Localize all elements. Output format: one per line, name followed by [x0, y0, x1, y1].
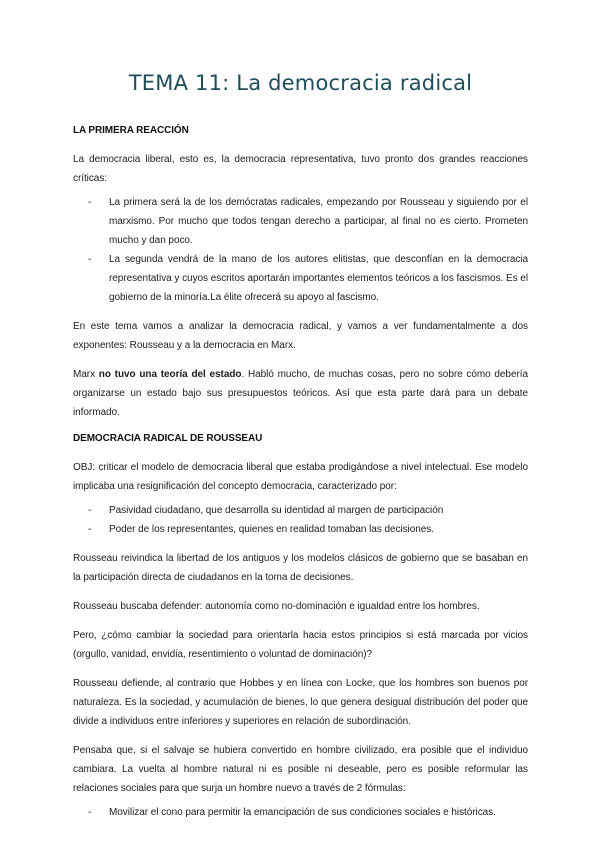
marx-bold-text: no tuvo una teoría del estado	[98, 369, 242, 380]
paragraph-marx	[73, 365, 528, 422]
list-item	[73, 501, 528, 520]
paragraph-theme: En este tema vamos a analizar la democracia radical, y vamos a ver fundamentalmente a dos exponentes: Rousseau y a la democracia en Marx.	[73, 321, 528, 351]
list-item	[73, 803, 528, 822]
dash-bullet: -	[88, 197, 92, 208]
paragraph-salvaje: Pensaba que, si el salvaje se hubiera convertido en hombre civilizado, era posible que el individuo cambiara. La vuelta al hombre natural ni es posible ni deseable, pero es posible reformular las relaciones sociales para que surja un hombre nuevo a través de 2 fórmulas:	[73, 745, 528, 794]
bullet-list-reacciones	[73, 193, 528, 307]
dash-bullet: -	[88, 505, 92, 516]
paragraph-vicios: Pero, ¿cómo cambiar la sociedad para orientarla hacia estos principios si está marcada por vicios (orgullo, vanidad, envidia, resentimiento o voluntad de dominación)?	[73, 630, 528, 660]
list-item	[73, 250, 528, 307]
list-item	[73, 193, 528, 250]
list-item-text: La segunda vendrá de la mano de los autores elitistas, que desconfían en la democracia representativa y cuyos escritos aportarán importantes elementos teóricos a los fascismos. Es el gobierno de la minoría.La élite ofrecerá su apoyo al fascismo.	[109, 254, 528, 303]
paragraph-autonomia: Rousseau buscaba defender: autonomía como no-dominación e igualdad entre los hombres.	[73, 601, 480, 612]
list-item-text: La primera será la de los demócratas radicales, empezando por Rousseau y siguiendo por el marxismo. Por mucho que todos tengan derecho a participar, al final no es cierto. Prometen mucho y dan poco.	[109, 197, 528, 246]
list-item-text: Poder de los representantes, quienes en realidad tomaban las decisiones.	[109, 524, 434, 535]
section-heading-rousseau: DEMOCRACIA RADICAL DE ROUSSEAU	[73, 433, 263, 444]
dash-bullet: -	[88, 254, 92, 265]
paragraph-obj: OBJ: criticar el modelo de democracia liberal que estaba prodigándose a nivel intelectual. Ese modelo implicaba una resignificación del concepto democracia, caracterizado por:	[73, 462, 528, 492]
section-heading-primera-reaccion: LA PRIMERA REACCIÓN	[73, 125, 189, 136]
dash-bullet: -	[88, 807, 92, 818]
list-item-text: Movilizar el cono para permitir la emancipación de sus condiciones sociales e históricas.	[109, 807, 496, 818]
list-item	[73, 520, 528, 539]
list-item-text: Pasividad ciudadano, que desarrolla su identidad al margen de participación	[109, 505, 444, 516]
dash-bullet: -	[88, 524, 92, 535]
paragraph-libertad: Rousseau reivindica la libertad de los antiguos y los modelos clásicos de gobierno que se basaban en la participación directa de ciudadanos en la toma de decisiones.	[73, 553, 528, 583]
marx-text-b: . Habló mucho, de muchas cosas, pero no sobre cómo debería organizarse un estado bajo sus presupuestos teóricos. Así que esta parte dará para un debate informado.	[73, 369, 528, 418]
bullet-list-formulas	[73, 803, 528, 822]
paragraph-intro: La democracia liberal, esto es, la democracia representativa, tuvo pronto dos grandes reacciones críticas:	[73, 154, 528, 184]
page-title: TEMA 11: La democracia radical	[128, 71, 473, 95]
paragraph-naturaleza: Rousseau defiende, al contrario que Hobbes y en línea con Locke, que los hombres son buenos por naturaleza. Es la sociedad, y acumulación de bienes, lo que genera desigual distribución del poder que divide a individuos entre inferiores y superiores en relación de subordinación.	[73, 678, 528, 727]
marx-text-a: Marx	[73, 369, 99, 380]
bullet-list-caracteristicas	[73, 501, 528, 539]
